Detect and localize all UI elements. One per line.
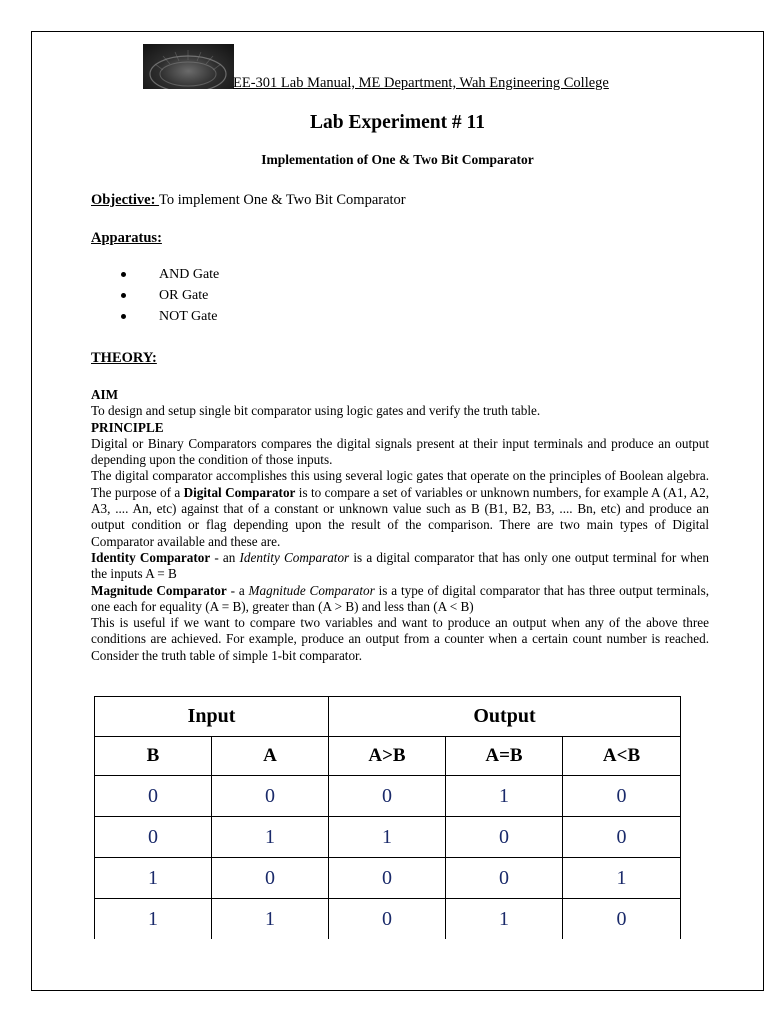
bullet-icon bbox=[121, 272, 126, 277]
table-cell: 0 bbox=[212, 776, 329, 817]
table-row bbox=[95, 899, 681, 940]
manual-header: EE-301 Lab Manual, ME Department, Wah Engineering College bbox=[233, 75, 609, 91]
magnitude-comparator-paragraph: Magnitude Comparator - a Magnitude Comparator is a type of digital comparator that has three output terminals, one each for equality (A = B), greater than (A > B) and less than (A < B) bbox=[91, 582, 709, 614]
table-row bbox=[95, 817, 681, 858]
document-page bbox=[31, 31, 764, 991]
bullet-icon bbox=[121, 314, 126, 319]
table-cell: 0 bbox=[563, 817, 681, 858]
principle-paragraph-1: Digital or Binary Comparators compares the digital signals present at their input terminals and produce an output depending upon the condition of those inputs. bbox=[91, 435, 709, 468]
aim-text: To design and setup single bit comparator using logic gates and verify the truth table. bbox=[91, 403, 541, 419]
objective-text: To implement One & Two Bit Comparator bbox=[159, 192, 406, 208]
table-cell: 1 bbox=[446, 899, 563, 940]
table-cell: 0 bbox=[329, 899, 446, 940]
table-cell: 0 bbox=[212, 858, 329, 899]
column-header: A bbox=[212, 737, 329, 776]
table-cell: 1 bbox=[95, 899, 212, 940]
table-cell: 1 bbox=[212, 817, 329, 858]
table-cell: 0 bbox=[95, 776, 212, 817]
table-row bbox=[95, 776, 681, 817]
column-header: A>B bbox=[329, 737, 446, 776]
table-cell: 1 bbox=[329, 817, 446, 858]
table-cell: 0 bbox=[95, 817, 212, 858]
identity-comparator-paragraph: Identity Comparator - an Identity Comparator is a digital comparator that has only one output terminal for when the inputs A = B bbox=[91, 549, 710, 582]
list-item: OR Gate bbox=[119, 285, 219, 306]
objective-label: Objective: bbox=[91, 192, 160, 208]
table-cell: 1 bbox=[446, 776, 563, 817]
table-cell: 0 bbox=[563, 899, 681, 940]
principle-heading: PRINCIPLE bbox=[91, 419, 164, 435]
apparatus-list bbox=[119, 264, 219, 327]
table-cell: 0 bbox=[329, 858, 446, 899]
identity-comparator-term: Identity Comparator bbox=[91, 549, 211, 565]
principle-paragraph-2: The digital comparator accomplishes this using several logic gates that operate on the principles of Boolean algebra. The purpose of a Digital Comparator is to compare a set of variables or unknown numbers, for example A (A1, A2, A3, .... An, etc) against that of a constant or unknown value such as B (B1, B2, B3, .... Bn, etc) and produce an output condition or flag depending upon the result of the comparison. There are two main types of Digital Comparator available and these are. bbox=[91, 468, 709, 549]
column-header: A<B bbox=[563, 737, 681, 776]
principle-paragraph-last: This is useful if we want to compare two variables and want to produce an output when any of the above three conditions are achieved. For example, produce an output from a counter when a certain count number is reached. Consider the truth table of simple 1-bit comparator. bbox=[91, 615, 709, 663]
table-row bbox=[95, 858, 681, 899]
bullet-icon bbox=[121, 293, 126, 298]
table-cell: 1 bbox=[95, 858, 212, 899]
output-group-header: Output bbox=[329, 697, 681, 737]
list-item: NOT Gate bbox=[119, 306, 219, 327]
theory-heading: THEORY: bbox=[91, 350, 157, 366]
page-title: Lab Experiment # 11 bbox=[310, 112, 485, 133]
table-cell: 0 bbox=[446, 858, 563, 899]
page-subtitle: Implementation of One & Two Bit Comparator bbox=[261, 152, 534, 167]
table-cell: 0 bbox=[446, 817, 563, 858]
table-cell: 0 bbox=[563, 776, 681, 817]
column-header: B bbox=[95, 737, 212, 776]
list-item: AND Gate bbox=[119, 264, 219, 285]
theory-body bbox=[91, 387, 709, 664]
aim-heading: AIM bbox=[91, 387, 119, 402]
magnitude-comparator-term: Magnitude Comparator bbox=[91, 582, 227, 598]
column-header: A=B bbox=[446, 737, 563, 776]
truth-table bbox=[94, 696, 681, 939]
digital-comparator-term: Digital Comparator bbox=[183, 484, 296, 500]
objective-line bbox=[91, 192, 406, 209]
table-cell: 1 bbox=[212, 899, 329, 940]
apparatus-heading: Apparatus: bbox=[91, 230, 162, 246]
table-cell: 0 bbox=[329, 776, 446, 817]
college-logo bbox=[143, 44, 234, 89]
input-group-header: Input bbox=[95, 697, 329, 737]
table-cell: 1 bbox=[563, 858, 681, 899]
